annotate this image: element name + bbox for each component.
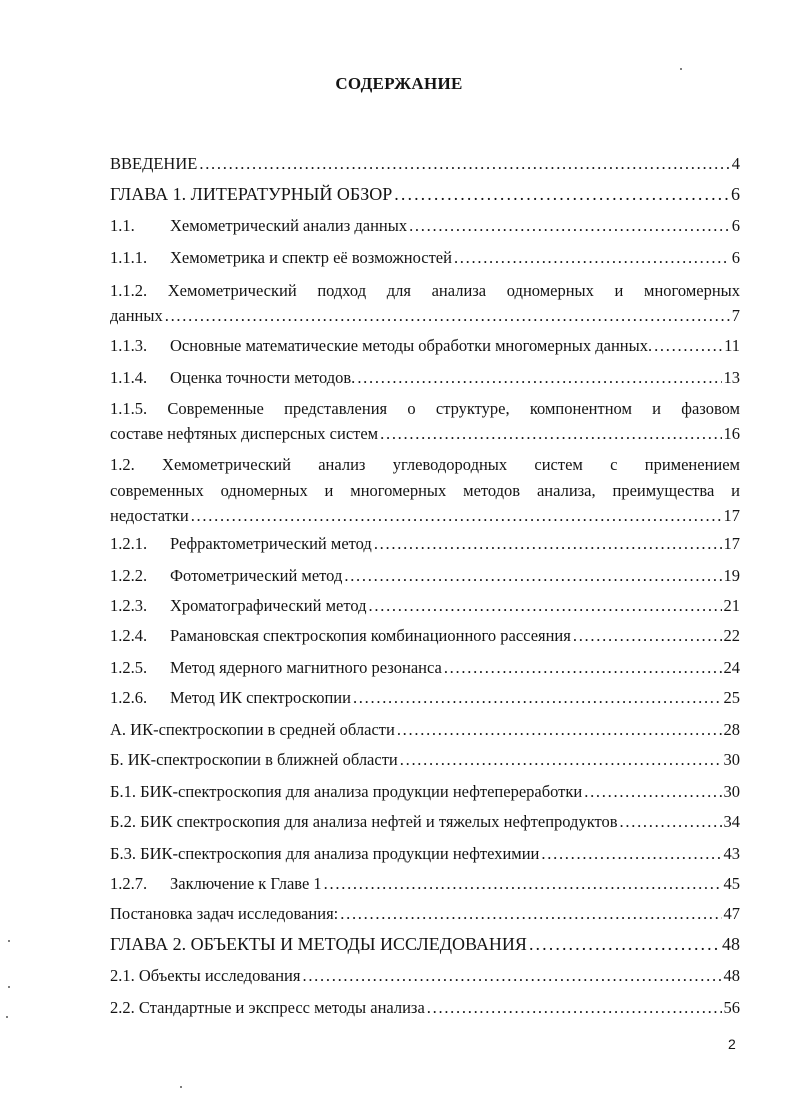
dot-leader: [620, 810, 722, 834]
dot-leader: [584, 780, 721, 804]
toc-entry-number: 1.2.6.: [110, 688, 148, 707]
toc-entry-page: 11: [724, 336, 740, 355]
toc-entry-text: 2.2. Стандартные и экспресс методы анализа: [110, 998, 425, 1017]
toc-entry-page: 24: [723, 658, 740, 677]
dot-leader: [369, 594, 722, 618]
toc-entry-text: 2.1. Объекты исследования: [110, 966, 301, 985]
dot-leader: [199, 152, 729, 176]
dot-leader: [529, 932, 720, 956]
dot-leader: [573, 624, 722, 648]
toc-entry[interactable]: [110, 810, 740, 834]
toc-entry-page: 30: [723, 750, 740, 769]
dot-leader: [654, 334, 722, 358]
dot-leader: [444, 656, 722, 680]
toc-entry-line: 1.1.5. Современные представления о структуре, компонентном и фазовом: [110, 399, 740, 418]
toc-entry-text: данных: [110, 306, 163, 325]
toc-entry-text: Б. ИК-спектроскопии в ближней области: [110, 750, 398, 769]
toc-entry[interactable]: [110, 214, 740, 238]
toc-entry-page: 45: [723, 874, 740, 893]
toc-entry-page: 19: [723, 566, 740, 585]
toc-entry-page: 21: [723, 596, 740, 615]
toc-entry-page: 13: [723, 368, 740, 387]
toc-entry-page: 17: [723, 506, 740, 525]
toc-entry-page: 48: [723, 966, 740, 985]
toc-entry-text: Хроматографический метод: [170, 596, 367, 615]
toc-entry-number: 1.2.2.: [110, 566, 148, 585]
toc-entry[interactable]: [110, 686, 740, 710]
toc-entry-number: 1.2.4.: [110, 626, 148, 645]
toc-entry-text: Заключение к Главе 1: [170, 874, 322, 893]
scan-speck: [180, 1086, 182, 1088]
toc-entry-page: 6: [731, 248, 740, 267]
scan-speck: [8, 940, 10, 942]
toc-entry[interactable]: [110, 452, 740, 528]
toc-entry-number: 1.1.4.: [110, 368, 148, 387]
toc-entry-number: 1.2.5.: [110, 658, 148, 677]
toc-entry-page: 22: [723, 626, 740, 645]
dot-leader: [191, 504, 722, 528]
toc-entry-page: 17: [723, 534, 740, 553]
dot-leader: [374, 532, 722, 556]
toc-entry-number: 1.2.1.: [110, 534, 148, 553]
toc-entry[interactable]: [110, 564, 740, 588]
toc-entry-text: Метод ядерного магнитного резонанса: [170, 658, 442, 677]
toc-entry-text: Б.2. БИК спектроскопия для анализа нефтей и тяжелых нефтепродуктов: [110, 812, 618, 831]
toc-entry[interactable]: [110, 624, 740, 648]
toc-entry[interactable]: [110, 532, 740, 556]
toc-entry[interactable]: [110, 278, 740, 328]
toc-entry-line: 1.1.2. Хемометрический подход для анализа одномерных и многомерных: [110, 281, 740, 300]
dot-leader: [394, 182, 729, 206]
toc-entry[interactable]: [110, 334, 740, 358]
toc-entry-number: 1.2.3.: [110, 596, 148, 615]
toc-entry-page: 43: [723, 844, 740, 863]
toc-entry-text: ГЛАВА 2. ОБЪЕКТЫ И МЕТОДЫ ИССЛЕДОВАНИЯ: [110, 934, 527, 954]
toc-entry-page: 16: [723, 424, 740, 443]
toc-entry[interactable]: [110, 780, 740, 804]
toc-entry-text: ВВЕДЕНИЕ: [110, 154, 198, 173]
toc-entry-text: Постановка задач исследования:: [110, 904, 339, 923]
toc-entry-text: А. ИК-спектроскопии в средней области: [110, 720, 395, 739]
toc-entry-text: ГЛАВА 1. ЛИТЕРАТУРНЫЙ ОБЗОР: [110, 184, 393, 204]
toc-entry-text: Оценка точности методов.: [170, 368, 356, 387]
toc-entry-text: недостатки: [110, 506, 189, 525]
scan-speck: [680, 68, 682, 70]
page-number: 2: [728, 1036, 736, 1052]
toc-entry-text: Б.1. БИК-спектроскопия для анализа продукции нефтепереработки: [110, 782, 583, 801]
toc-entry[interactable]: [110, 396, 740, 446]
toc-entry[interactable]: [110, 594, 740, 618]
toc-entry-text: Рамановская спектроскопия комбинационного рассеяния: [170, 626, 571, 645]
toc-entry[interactable]: [110, 748, 740, 772]
toc-entry-line: современных одномерных и многомерных методов анализа, преимущества и: [110, 481, 740, 500]
dot-leader: [353, 686, 722, 710]
toc-entry[interactable]: [110, 366, 740, 390]
toc-entry-line: 1.2. Хемометрический анализ углеводородных систем с применением: [110, 455, 740, 474]
toc-entry-page: 30: [723, 782, 740, 801]
toc-entry-text: Хемометрический анализ данных: [170, 216, 408, 235]
toc-entry-page: 6: [731, 184, 740, 204]
toc-entry-page: 6: [731, 216, 740, 235]
toc-entry[interactable]: [110, 872, 740, 896]
dot-leader: [344, 564, 721, 588]
toc-entry-text: Метод ИК спектроскопии: [170, 688, 351, 707]
toc-entry[interactable]: [110, 182, 740, 206]
scan-speck: [6, 1016, 8, 1018]
dot-leader: [454, 246, 730, 270]
toc-entry-page: 7: [731, 306, 740, 325]
toc-entry-page: 56: [723, 998, 740, 1017]
toc-entry[interactable]: [110, 152, 740, 176]
toc-entry[interactable]: [110, 964, 740, 988]
toc-entry-page: 34: [723, 812, 740, 831]
toc-entry-page: 4: [731, 154, 740, 173]
dot-leader: [409, 214, 730, 238]
toc-entry-page: 25: [723, 688, 740, 707]
dot-leader: [380, 422, 721, 446]
dot-leader: [302, 964, 721, 988]
page-title: СОДЕРЖАНИЕ: [335, 74, 463, 93]
toc-entry-number: 1.1.3.: [110, 336, 148, 355]
toc-entry-text: Основные математические методы обработки многомерных данных.: [170, 336, 653, 355]
dot-leader: [165, 304, 730, 328]
dot-leader: [400, 748, 722, 772]
toc-entry[interactable]: [110, 246, 740, 270]
toc-entry[interactable]: [110, 842, 740, 866]
dot-leader: [340, 902, 721, 926]
dot-leader: [427, 996, 722, 1020]
scan-speck: [8, 986, 10, 988]
toc-entry-text: составе нефтяных дисперсных систем: [110, 424, 379, 443]
toc-entry[interactable]: [110, 718, 740, 742]
toc-entry[interactable]: [110, 996, 740, 1020]
toc-entry[interactable]: [110, 932, 740, 956]
toc-entry-number: 1.1.: [110, 216, 135, 235]
toc-entry-page: 47: [723, 904, 740, 923]
toc-entry-page: 28: [723, 720, 740, 739]
toc-entry-number: 1.1.1.: [110, 248, 148, 267]
toc-entry-text: Б.3. БИК-спектроскопия для анализа продукции нефтехимии: [110, 844, 540, 863]
toc-entry-number: 1.2.7.: [110, 874, 148, 893]
dot-leader: [357, 366, 721, 390]
toc-entry[interactable]: [110, 902, 740, 926]
toc-entry-page: 48: [722, 934, 740, 954]
dot-leader: [541, 842, 721, 866]
toc-entry[interactable]: [110, 656, 740, 680]
dot-leader: [324, 872, 722, 896]
dot-leader: [397, 718, 722, 742]
toc-entry-text: Фотометрический метод: [170, 566, 343, 585]
toc-entry-text: Рефрактометрический метод: [170, 534, 372, 553]
toc-entry-text: Хемометрика и спектр её возможностей: [170, 248, 452, 267]
